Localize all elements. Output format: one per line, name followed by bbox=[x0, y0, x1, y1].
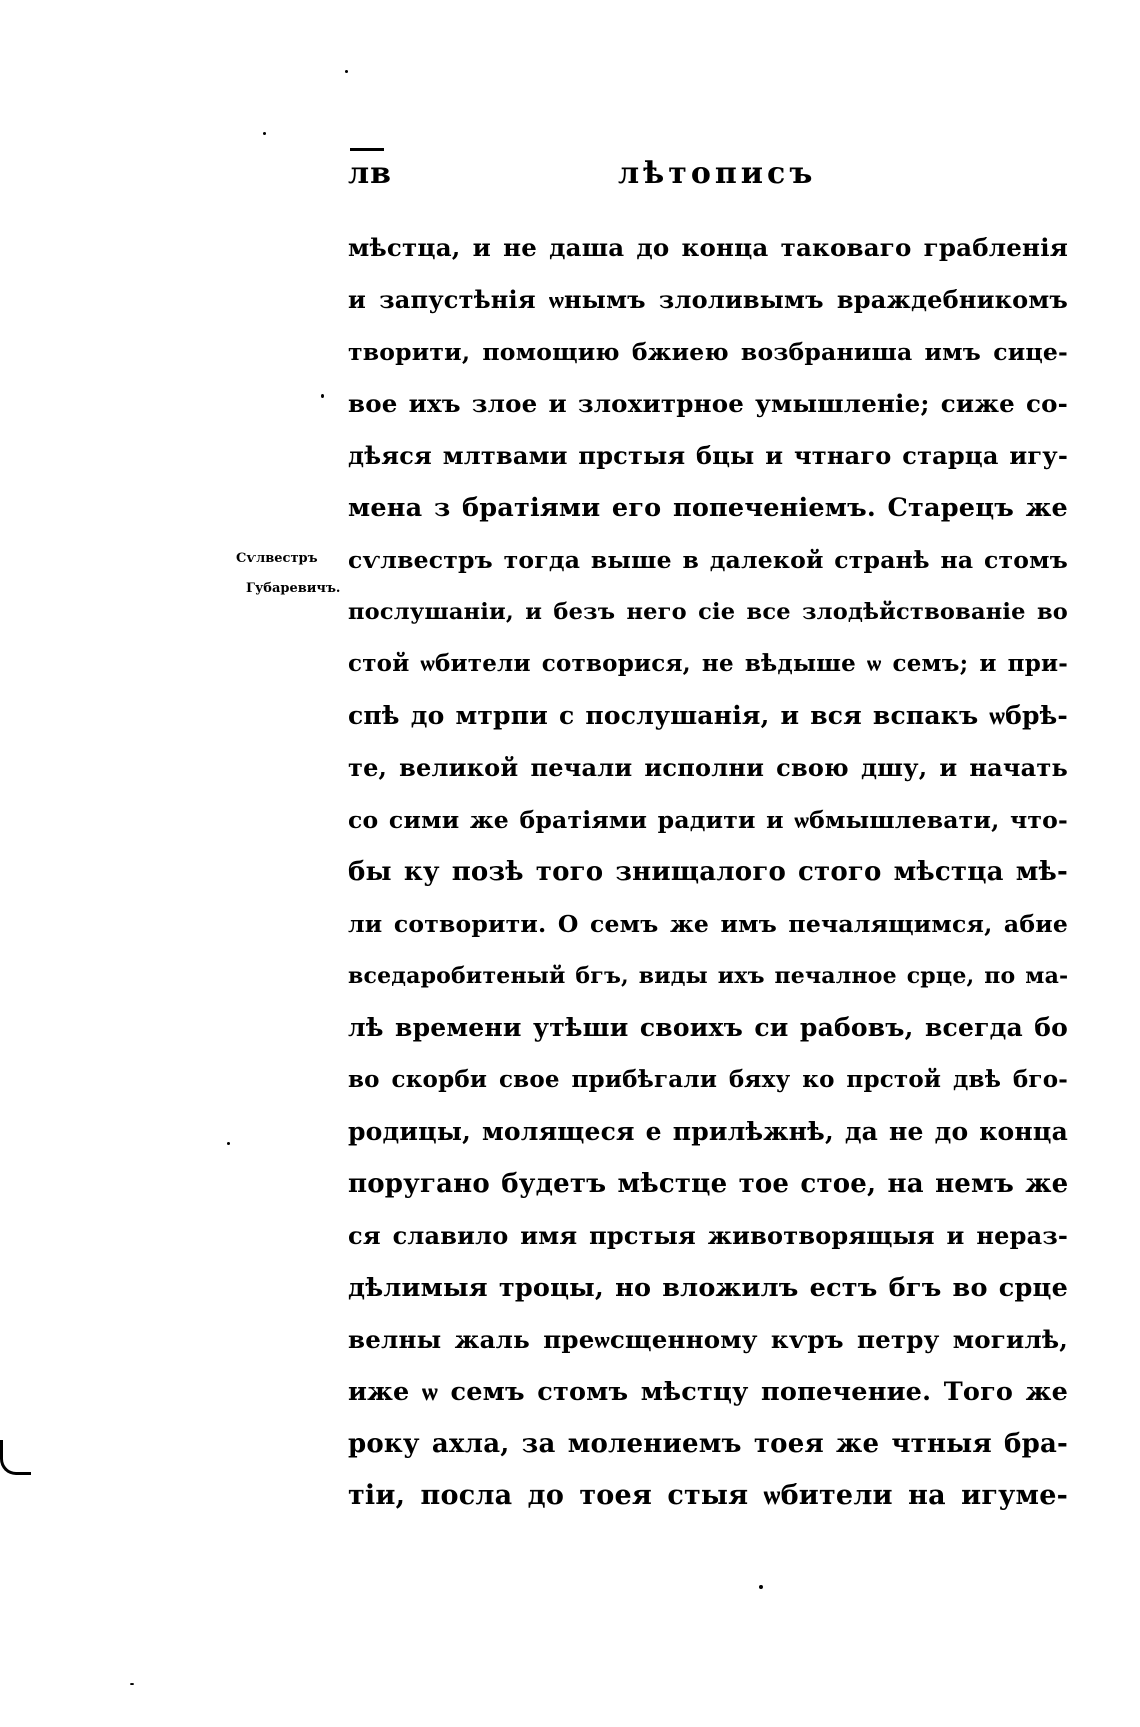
body-text bbox=[348, 222, 1068, 1522]
text-line: вое ихъ злое и злохитрное умышленіе; сиже со- bbox=[348, 389, 1068, 418]
scan-speck bbox=[345, 70, 348, 73]
text-line: поругано будетъ мѣстце тое стое, на немъ же bbox=[348, 1169, 1069, 1199]
text-line: бы ку позѣ того знищалого стого мѣстца мѣ- bbox=[348, 857, 1068, 887]
text-line: ся славило имя прстыя животворящыя и нераз- bbox=[348, 1221, 1068, 1250]
scan-speck bbox=[321, 394, 324, 398]
margin-note bbox=[236, 544, 346, 604]
text-line: велны жаль преѡсщенному кѵръ петру могилѣ, bbox=[348, 1325, 1068, 1354]
text-line: послушаніи, и безъ него сіе все злодѣйствованіе во bbox=[348, 599, 1068, 625]
text-line: те, великой печали исполни свою дшу, и начать bbox=[348, 753, 1068, 782]
text-line: року ахла, за молениемъ тоея же чтныя бра- bbox=[348, 1429, 1068, 1459]
margin-note-line: Сѵлвестръ bbox=[236, 551, 318, 566]
scan-speck bbox=[263, 132, 266, 135]
margin-note-line: Губаревичъ. bbox=[246, 581, 341, 596]
text-line: вседаробитеный бгъ, виды ихъ печалное срце, по ма- bbox=[348, 963, 1069, 989]
text-line: во скорби свое прибѣгали бяху ко прстой двѣ бго- bbox=[348, 1066, 1068, 1093]
text-line: родицы, молящеся е прилѣжнѣ, да не до конца bbox=[348, 1117, 1068, 1146]
text-line: мѣстца, и не даша до конца таковаго грабленія bbox=[348, 233, 1068, 262]
text-line: сѵлвестръ тогда выше в далекой странѣ на стомъ bbox=[348, 546, 1068, 574]
text-line: лѣ времени утѣши своихъ си рабовъ, всегда бо bbox=[348, 1013, 1068, 1042]
text-line: мена з братіями его попеченіемъ. Старецъ же bbox=[348, 493, 1068, 523]
text-line: иже ѡ семъ стомъ мѣстцу попечение. Того же bbox=[348, 1377, 1068, 1407]
running-head: лѣтописъ bbox=[618, 156, 817, 191]
text-line: стой ѡбители сотворися, не вѣдыше ѡ семъ; и при- bbox=[348, 650, 1068, 677]
text-line: и запустѣнія ѡнымъ злоливымъ враждебникомъ bbox=[348, 285, 1068, 314]
text-line: дѣлимыя троцы, но вложилъ естъ бгъ во срце bbox=[348, 1273, 1068, 1303]
scan-speck bbox=[759, 1585, 763, 1589]
scan-speck bbox=[130, 1683, 134, 1685]
page-header bbox=[348, 156, 1068, 200]
page-number: лв bbox=[348, 156, 392, 191]
text-line: творити, помощию бжиею возбраниша имъ сице- bbox=[348, 338, 1068, 366]
text-line: тіи, посла до тоея стыя ѡбители на игуме- bbox=[348, 1480, 1068, 1511]
text-line: со сими же братіями радити и ѡбмышлевати, что- bbox=[348, 806, 1068, 834]
scan-speck bbox=[227, 1142, 230, 1145]
text-line: дѣяся млтвами прстыя бцы и чтнаго старца игу- bbox=[348, 441, 1068, 470]
scan-edge-mark bbox=[0, 1440, 31, 1475]
text-line: спѣ до мтрпи с послушанія, и вся вспакъ ѡбрѣ- bbox=[348, 701, 1068, 730]
text-line: ли сотворити. О семъ же имъ печалящимся, абие bbox=[348, 910, 1068, 938]
